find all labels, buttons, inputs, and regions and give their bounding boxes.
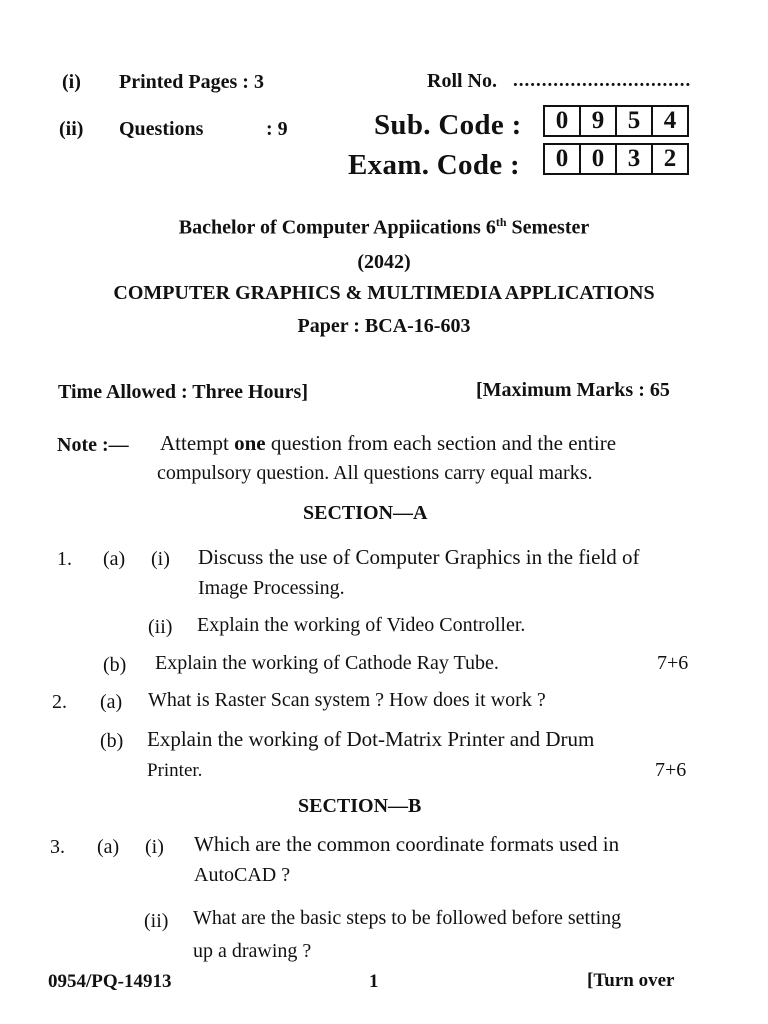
q3-a-i-label: (i) bbox=[145, 836, 164, 858]
exam-code-digit: 2 bbox=[651, 145, 687, 173]
note-text-pre: Attempt bbox=[160, 431, 235, 455]
note-text-post: question from each section and the entire bbox=[265, 431, 617, 455]
exam-year: (2042) bbox=[357, 251, 411, 273]
q2-b-text-1: Explain the working of Dot-Matrix Printer and Drum bbox=[147, 727, 595, 751]
course-title bbox=[0, 215, 768, 240]
q1-number: 1. bbox=[57, 548, 72, 570]
q2-a-text: What is Raster Scan system ? How does it work ? bbox=[148, 689, 546, 711]
q1-a-ii-text: Explain the working of Video Controller. bbox=[197, 614, 526, 636]
course-title-tail: Semester bbox=[506, 216, 590, 239]
printed-pages-num: (i) bbox=[62, 71, 81, 93]
q2-part-b: (b) bbox=[100, 730, 124, 752]
q3-a-ii-text-2: up a drawing ? bbox=[193, 940, 312, 962]
exam-code-digit: 3 bbox=[615, 145, 651, 173]
q1-part-a: (a) bbox=[103, 548, 126, 570]
section-a-heading: SECTION—A bbox=[303, 502, 428, 524]
printed-pages: Printed Pages : 3 bbox=[119, 71, 264, 93]
q2-marks: 7+6 bbox=[655, 759, 687, 781]
roll-no-blank: ............................... bbox=[513, 70, 692, 91]
q1-a-i-text-1: Discuss the use of Computer Graphics in the field of bbox=[198, 545, 640, 569]
roll-no-label: Roll No. bbox=[427, 70, 497, 92]
questions-num: (ii) bbox=[59, 118, 84, 140]
course-title-main: Bachelor of Computer Appiications 6 bbox=[178, 216, 496, 239]
exam-code-label: Exam. Code : bbox=[348, 149, 520, 181]
maximum-marks: [Maximum Marks : 65 bbox=[476, 379, 670, 401]
questions-label: Questions bbox=[119, 118, 204, 140]
exam-code-digit: 0 bbox=[555, 145, 569, 172]
q3-a-i-text-1: Which are the common coordinate formats used in bbox=[194, 832, 620, 856]
subject-title: COMPUTER GRAPHICS & MULTIMEDIA APPLICATIONS bbox=[113, 282, 655, 304]
note-line-1 bbox=[160, 431, 616, 456]
q3-a-i-text-2: AutoCAD ? bbox=[194, 864, 291, 886]
q3-part-a: (a) bbox=[97, 836, 120, 858]
sub-code-digit: 4 bbox=[651, 107, 687, 135]
footer-turn-over: [Turn over bbox=[587, 970, 675, 991]
section-b-heading: SECTION—B bbox=[298, 795, 422, 817]
sub-code-label: Sub. Code : bbox=[374, 109, 522, 141]
course-title-sup: th bbox=[495, 215, 507, 229]
footer-paper-code: 0954/PQ-14913 bbox=[48, 971, 172, 992]
q1-a-i-text-2: Image Processing. bbox=[198, 577, 345, 599]
q1-marks: 7+6 bbox=[657, 652, 689, 674]
exam-code-boxes bbox=[543, 143, 689, 175]
note-label: Note :— bbox=[57, 434, 129, 456]
q2-b-text-2: Printer. bbox=[147, 760, 203, 781]
paper-code: Paper : BCA-16-603 bbox=[297, 315, 471, 337]
sub-code-boxes bbox=[543, 105, 689, 137]
note-line-2: compulsory question. All questions carry equal marks. bbox=[157, 462, 593, 484]
q3-a-ii-text-1: What are the basic steps to be followed before setting bbox=[193, 907, 622, 929]
footer-page-number: 1 bbox=[369, 971, 379, 992]
q1-a-ii-label: (ii) bbox=[148, 616, 173, 638]
q1-a-i-label: (i) bbox=[151, 548, 170, 570]
q2-part-a: (a) bbox=[100, 691, 123, 713]
questions-value: : 9 bbox=[266, 118, 288, 140]
q3-a-ii-label: (ii) bbox=[144, 910, 169, 932]
q3-number: 3. bbox=[50, 836, 65, 858]
sub-code-digit: 0 bbox=[555, 107, 569, 134]
exam-code-digit: 0 bbox=[579, 145, 615, 173]
note-text-bold: one bbox=[234, 431, 266, 455]
sub-code-digit: 5 bbox=[615, 107, 651, 135]
sub-code-digit: 9 bbox=[579, 107, 615, 135]
time-allowed: Time Allowed : Three Hours] bbox=[58, 381, 308, 403]
q2-number: 2. bbox=[52, 691, 67, 713]
q1-b-text: Explain the working of Cathode Ray Tube. bbox=[155, 652, 499, 674]
q1-part-b: (b) bbox=[103, 654, 127, 676]
